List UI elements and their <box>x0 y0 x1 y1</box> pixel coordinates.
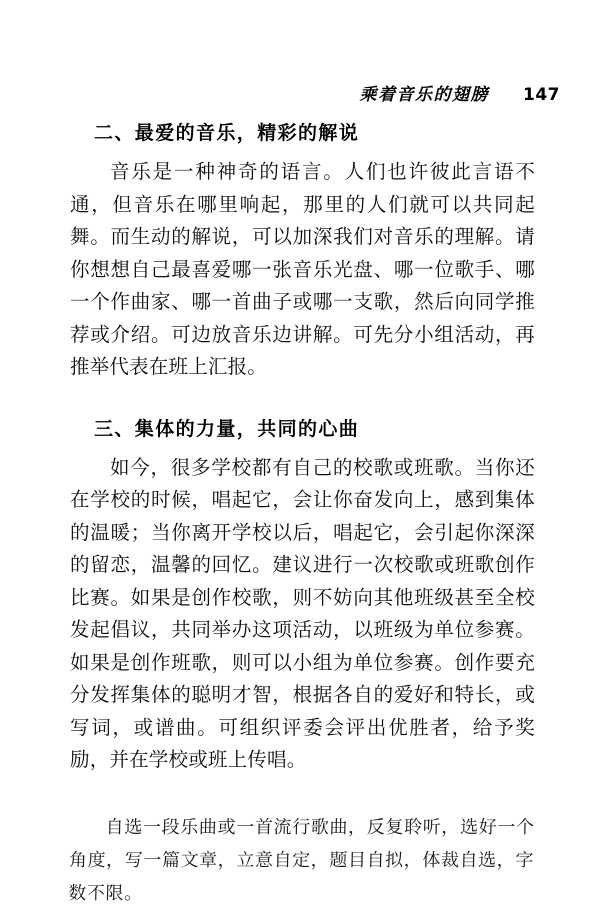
section-two-paragraph: 音乐是一种神奇的语言。人们也许彼此言语不通，但音乐在哪里响起，那里的人们就可以共同起舞。而生动的解说，可以加深我们对音乐的理解。请你想想自己最喜爱哪一张音乐光盘、哪一位歌手、哪一个作曲家、哪一首曲子或哪一支歌，然后向同学推荐或介绍。可边放音乐边讲解。可先分小组活动，再推举代表在班上汇报。 <box>70 160 535 378</box>
running-head <box>70 80 560 108</box>
section-heading-three: 三、集体的力量，共同的心曲 <box>94 417 360 440</box>
assignment-paragraph: 自选一段乐曲或一首流行歌曲，反复聆听，选好一个角度，写一篇文章，立意自定，题目自拟，体裁自选，字数不限。 <box>68 816 535 904</box>
body-column <box>70 118 535 910</box>
assignment-gap <box>70 777 535 811</box>
section-heading-two: 二、最爱的音乐，精彩的解说 <box>94 122 360 144</box>
page-number: 147 <box>523 85 560 105</box>
paragraph-gap <box>70 384 535 414</box>
section-three-paragraph: 如今，很多学校都有自己的校歌或班歌。当你还在学校的时候，唱起它，会让你奋发向上，感到集体的温暖；当你离开学校以后，唱起它，会引起你深深的留恋，温馨的回忆。建议进行一次校歌或班歌创作比赛。如果是创作校歌，则不妨向其他班级甚至全校发起倡议，共同举办这项活动，以班级为单位参赛。如果是创作班歌，则可以小组为单位参赛。创作要充分发挥集体的聪明才智，根据各自的爱好和特长，或写词，或谱曲。可组织评委会评出优胜者，给予奖励，并在学校或班上传唱。 <box>70 455 535 771</box>
running-head-title: 乘着音乐的翅膀 <box>359 85 489 105</box>
